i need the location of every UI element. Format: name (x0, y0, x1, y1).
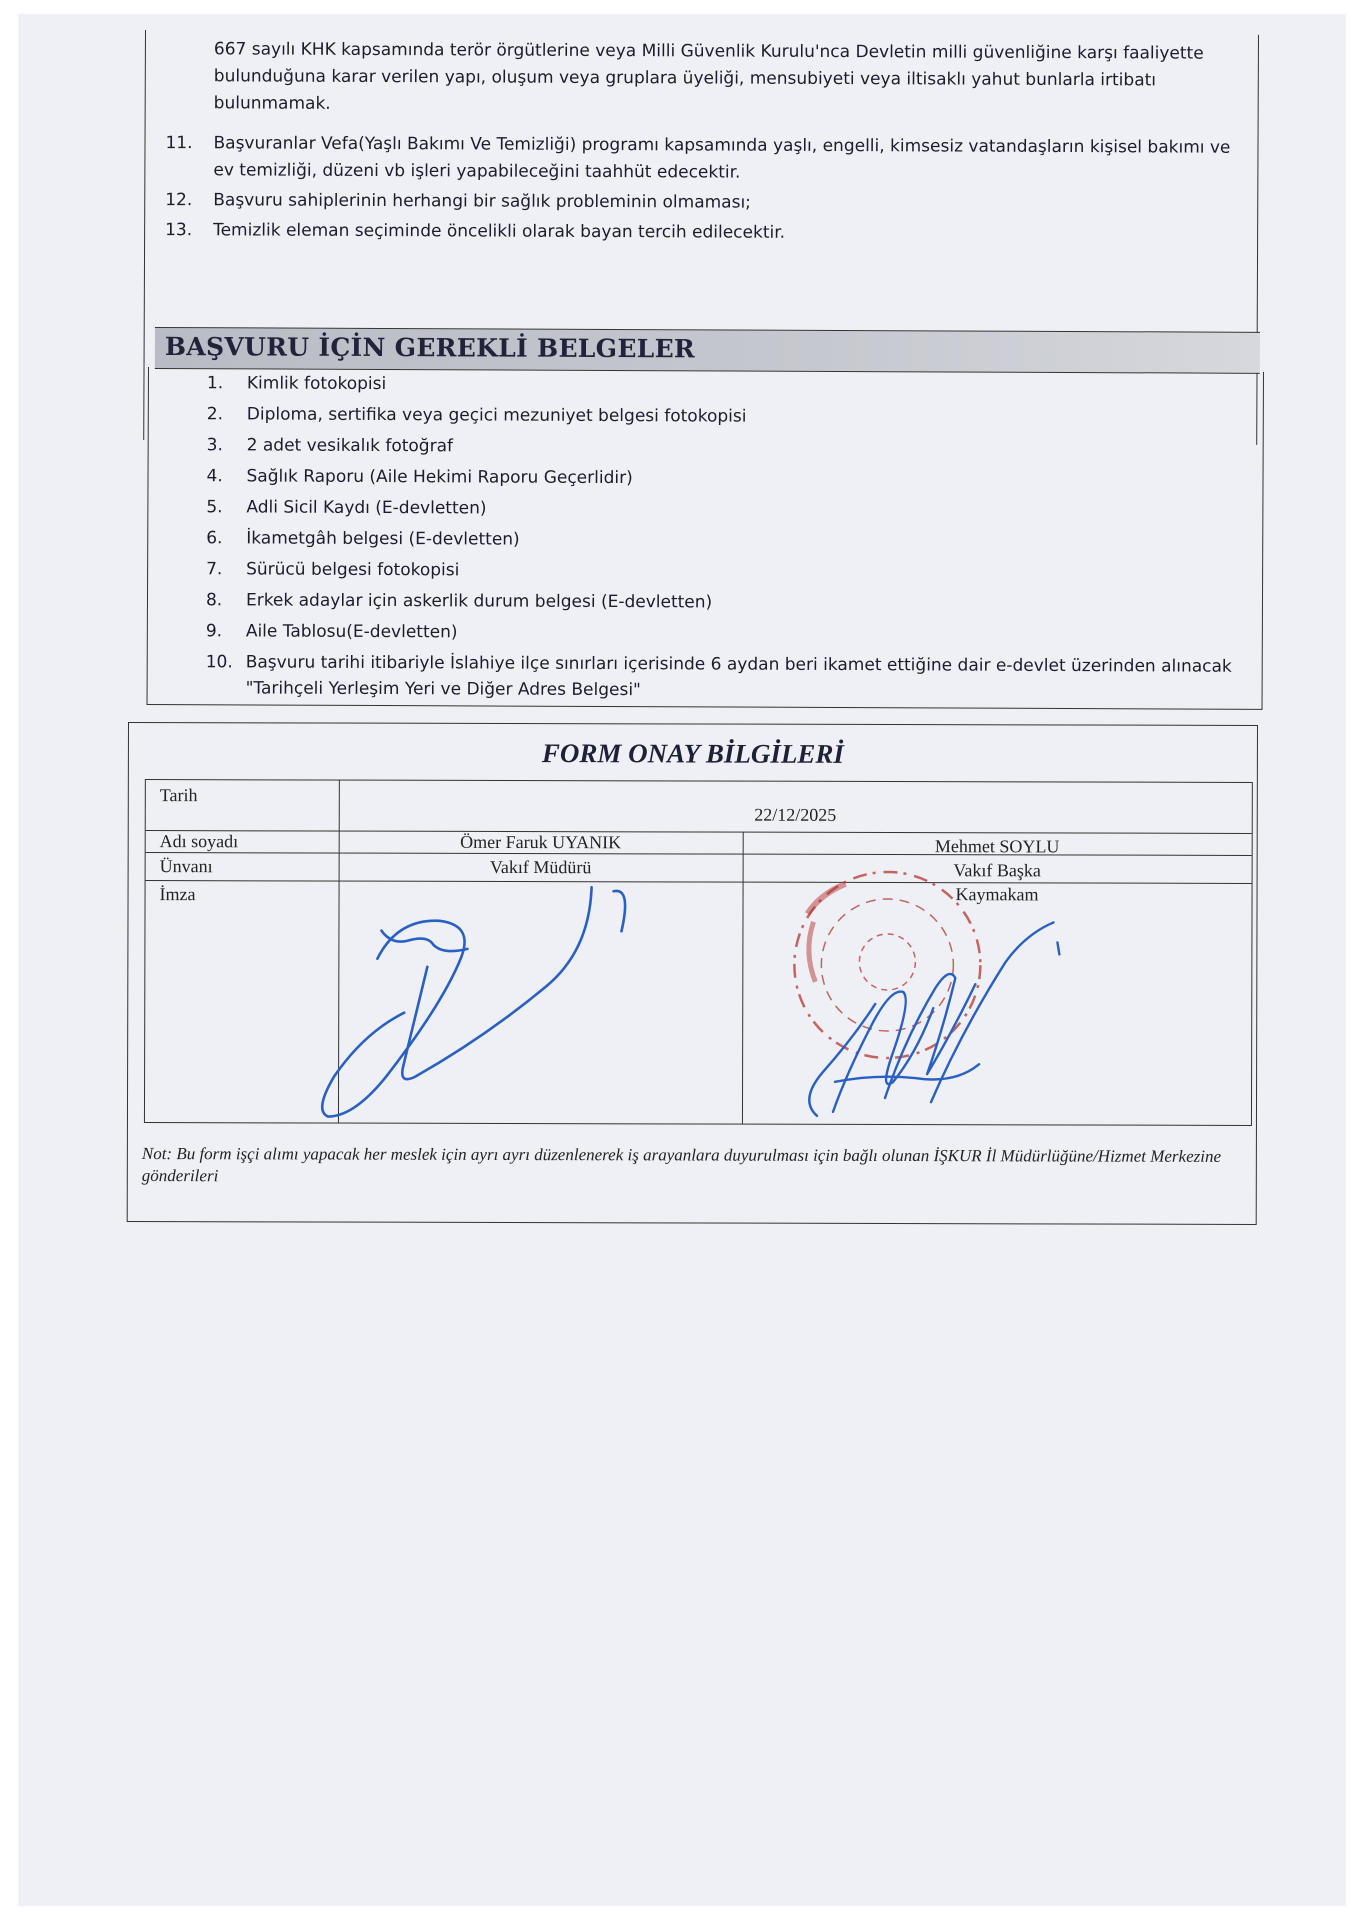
item-text: Sağlık Raporu (Aile Hekimi Raporu Geçerlidir) (246, 466, 633, 489)
item-text: 2 adet vesikalık fotoğraf (246, 435, 454, 457)
item-text: Diploma, sertifika veya geçici mezuniyet belgesi fotokopisi (246, 404, 747, 427)
approval-table (144, 779, 1253, 1126)
signer2-name: Mehmet SOYLU (934, 836, 1060, 857)
list-item (165, 187, 1245, 219)
item-number: 4. (206, 466, 223, 487)
item-number: 12. (165, 190, 193, 211)
item-number: 1. (206, 373, 224, 394)
signer2-title: Vakıf Başka (953, 860, 1041, 881)
section-title: BAŞVURU İÇİN GEREKLİ BELGELER (164, 332, 696, 364)
item-number: 10. (205, 652, 233, 673)
list-item (207, 370, 1237, 400)
item-text: İkametgâh belgesi (E-devletten) (246, 528, 520, 550)
list-item (165, 217, 1245, 249)
item-text: Sürücü belgesi fotokopisi (246, 559, 460, 581)
name-label: Adı soyadı (159, 831, 239, 852)
list-item (206, 649, 1236, 705)
item-text: Başvuru tarihi itibariyle İslahiye ilçe sınırları içerisinde 6 aydan beri ikamet ettiğine dair e-devlet üzerinden alınacak "Tarihçeli Yerleşim Yeri ve Diğer Adres Belgesi" (245, 652, 1232, 701)
item-number: 11. (165, 133, 193, 154)
item-number: 5. (206, 497, 223, 518)
item-text: Başvuru sahiplerinin herhangi bir sağlık probleminin olmaması; (213, 190, 751, 213)
list-item (206, 463, 1236, 493)
signer2-title-line2: Kaymakam (955, 884, 1039, 905)
list-item (165, 130, 1245, 189)
item-text: Başvuranlar Vefa(Yaşlı Bakımı Ve Temizliği) programı kapsamında yaşlı, engelli, kimsesiz vatandaşların kişisel bakımı ve ev temizliği, düzeni vb işleri yapabileceğini taahhüt edecektir. (213, 133, 1231, 183)
form-title: FORM ONAY BİLGİLERİ (541, 738, 844, 769)
signature-2-icon (145, 780, 1252, 1125)
requirement-continuation: 667 sayılı KHK kapsamında terör örgütlerine veya Milli Güvenlik Kurulu'nca Devletin milli güvenliğine karşı faaliyette bulunduğuna karar verilen yapı, oluşum veya gruplara üyeliği, mensubiyeti veya iltisaklı yahut bunlarla irtibatı bulunmamak. (213, 39, 1204, 114)
date-value: 22/12/2025 (754, 804, 837, 825)
documents-box (147, 367, 1264, 710)
item-number: 13. (165, 220, 193, 241)
approval-form (127, 722, 1258, 1225)
item-number: 7. (206, 559, 223, 580)
list-item (206, 587, 1236, 617)
list-item (206, 556, 1236, 586)
signer1-title: Vakıf Müdürü (489, 856, 592, 878)
signature-label: İmza (159, 884, 196, 905)
item-text: Erkek adaylar için askerlik durum belgesi (E-devletten) (245, 590, 713, 613)
item-number: 9. (205, 621, 223, 642)
item-number: 2. (206, 404, 224, 425)
list-item (207, 432, 1237, 462)
form-note: Not: Bu form işçi alımı yapacak her meslek için ayrı ayrı düzenlenerek iş arayanlara duyurulması için bağlı olunan İŞKUR İl Müdürlüğüne/Hizmet Merkezine gönderileri (141, 1144, 1222, 1186)
item-number: 8. (205, 590, 223, 611)
item-text: Adli Sicil Kaydı (E-devletten) (246, 497, 487, 519)
list-item (206, 494, 1236, 524)
item-number: 6. (206, 528, 223, 549)
item-text: Aile Tablosu(E-devletten) (245, 621, 458, 643)
date-label: Tarih (159, 785, 198, 806)
list-item (206, 618, 1236, 648)
item-number: 3. (206, 435, 223, 456)
title-label: Ünvanı (159, 856, 213, 877)
signer1-name: Ömer Faruk UYANIK (460, 831, 622, 853)
requirements-list (165, 130, 1246, 252)
documents-list (206, 370, 1237, 710)
item-text: Temizlik eleman seçiminde öncelikli olarak bayan tercih edilecektir. (213, 220, 786, 243)
item-text: Kimlik fotokopisi (246, 373, 387, 395)
list-item (207, 401, 1237, 431)
list-item (206, 525, 1236, 555)
